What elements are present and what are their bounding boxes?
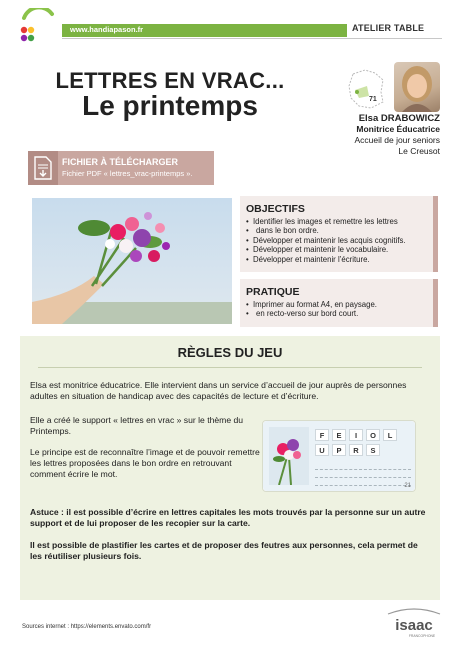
objectives-title: OBJECTIFS bbox=[246, 203, 305, 215]
letter-cell: S bbox=[366, 444, 380, 456]
letter-row bbox=[315, 429, 411, 441]
site-url-link[interactable]: www.handiapason.fr bbox=[70, 25, 144, 34]
letter-cell: O bbox=[366, 429, 380, 441]
writing-lines bbox=[315, 465, 411, 489]
objective-item: • Développer et maintenir les acquis cognitifs. bbox=[246, 236, 438, 245]
practical-item: • Imprimer au format A4, en paysage. bbox=[246, 300, 438, 309]
letter-cell: U bbox=[315, 444, 329, 456]
isaac-logo bbox=[384, 606, 444, 642]
practical-title: PRATIQUE bbox=[246, 286, 300, 298]
rules-laminate-tip: Il est possible de plastifier les cartes et de proposer des feutres aux personnes, cela permet de les réutiliser plusieurs fois. bbox=[30, 540, 418, 562]
rules-paragraph-intro: Elsa est monitrice éducatrice. Elle intervient dans un service d’accueil de jour auprès de personnes adultes en situation de handicap avec des capacités de lecture et d’écriture. bbox=[30, 380, 407, 402]
practical-item-continued: • en recto-verso sur bord court. bbox=[246, 309, 438, 318]
isaac-logo-text: isaac bbox=[395, 617, 433, 634]
download-icon-box bbox=[28, 151, 58, 185]
letter-grid bbox=[315, 429, 411, 459]
header-bar bbox=[62, 24, 347, 37]
objective-item-continued: • dans le bon ordre. bbox=[246, 226, 438, 235]
objectives-list bbox=[246, 217, 438, 264]
card-bouquet-image bbox=[269, 427, 309, 485]
rules-paragraph-principle: Le principe est de reconnaître l’image et de pouvoir remettre les lettres proposées dans le bon ordre en retrouvant comment écrire le mot. bbox=[30, 447, 260, 480]
letter-cell: L bbox=[383, 429, 397, 441]
download-title: FICHIER À TÉLÉCHARGER bbox=[62, 157, 179, 167]
pdf-download-icon bbox=[34, 156, 52, 180]
objective-item: • Développer et maintenir le vocabulaire. bbox=[246, 245, 438, 254]
card-number: 21 bbox=[404, 483, 411, 489]
isaac-logo-subtext: FRANCOPHONE bbox=[408, 634, 436, 638]
objectives-box bbox=[240, 196, 438, 272]
download-box[interactable] bbox=[28, 151, 214, 185]
page-title: LETTRES EN VRAC... bbox=[55, 68, 285, 93]
game-card-preview bbox=[262, 420, 416, 492]
rules-tip: Astuce : il est possible d’écrire en lettres capitales les mots trouvés par la personne sur un autre support et de lui proposer de les recopier sur la carte. bbox=[30, 507, 426, 529]
letter-cell: P bbox=[332, 444, 346, 456]
header-divider bbox=[62, 38, 442, 39]
letter-row bbox=[315, 444, 411, 456]
region-map-icon bbox=[345, 68, 387, 110]
letter-cell: F bbox=[315, 429, 329, 441]
practical-list bbox=[246, 300, 438, 319]
rules-title: RÈGLES DU JEU bbox=[177, 345, 283, 360]
letter-cell: I bbox=[349, 429, 363, 441]
category-label: ATELIER TABLE bbox=[352, 23, 425, 33]
handiapason-logo-icon bbox=[18, 8, 58, 48]
rules-paragraph-support: Elle a créé le support « lettres en vrac » sur le thème du Printemps. bbox=[30, 415, 244, 437]
download-file-link[interactable]: Fichier PDF « lettres_vrac-printemps ». bbox=[62, 169, 193, 178]
objective-item: • Développer et maintenir l’écriture. bbox=[246, 255, 438, 264]
objective-item: • Identifier les images et remettre les lettres bbox=[246, 217, 438, 226]
page-subtitle: Le printemps bbox=[82, 90, 258, 121]
letter-cell: E bbox=[332, 429, 346, 441]
author-info bbox=[354, 113, 440, 157]
author-city: Le Creusot bbox=[398, 146, 440, 156]
region-number: 71 bbox=[369, 96, 377, 103]
rules-divider bbox=[38, 367, 422, 368]
author-photo bbox=[394, 62, 440, 112]
spring-bouquet-image bbox=[32, 198, 232, 324]
author-service: Accueil de jour seniors bbox=[354, 135, 440, 145]
practical-box bbox=[240, 279, 438, 327]
author-role: Monitrice Éducatrice bbox=[356, 124, 440, 134]
author-name: Elsa DRABOWICZ bbox=[358, 113, 440, 124]
sources-text: Sources internet : https://elements.envato.com/fr bbox=[22, 624, 152, 630]
letter-cell: R bbox=[349, 444, 363, 456]
rules-section bbox=[20, 336, 440, 600]
